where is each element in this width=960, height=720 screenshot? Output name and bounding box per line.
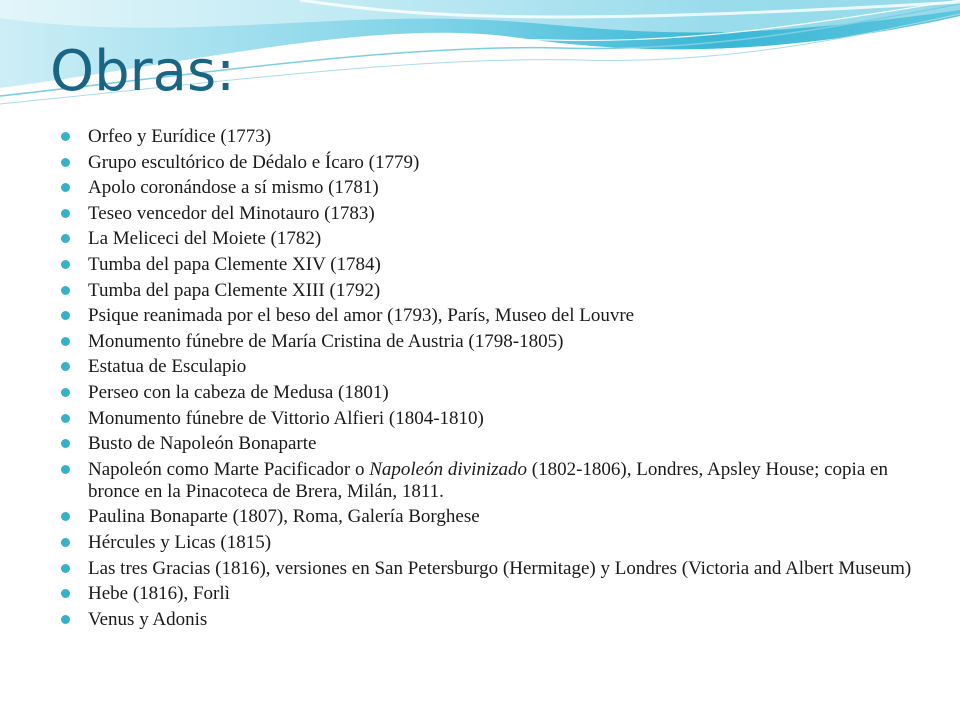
- bullet-dot-icon: [61, 158, 70, 167]
- bullet-dot-icon: [61, 589, 70, 598]
- list-item: [60, 433, 920, 455]
- bullet-dot-icon: [61, 337, 70, 346]
- list-item-text: Psique reanimada por el beso del amor (1793), París, Museo del Louvre: [88, 305, 635, 327]
- list-item: [60, 254, 920, 276]
- list-item-text: Tumba del papa Clemente XIII (1792): [88, 279, 381, 301]
- list-item: [60, 558, 920, 580]
- list-item: [60, 506, 920, 528]
- list-item-text: Paulina Bonaparte (1807), Roma, Galería Borghese: [88, 506, 480, 528]
- list-item-text: Grupo escultórico de Dédalo e Ícaro (1779): [88, 151, 420, 173]
- list-item: [60, 356, 920, 378]
- list-item-text: Tumba del papa Clemente XIV (1784): [88, 253, 381, 275]
- bullet-dot-icon: [61, 564, 70, 573]
- list-item: [60, 532, 920, 554]
- bullet-dot-icon: [61, 311, 70, 320]
- list-item: [60, 280, 920, 302]
- list-item: [60, 126, 920, 148]
- list-item: [60, 609, 920, 631]
- list-item: [60, 382, 920, 404]
- list-item: [60, 459, 920, 503]
- bullet-dot-icon: [61, 183, 70, 192]
- list-item: [60, 228, 920, 250]
- list-item: [60, 305, 920, 327]
- list-item-text: Busto de Napoleón Bonaparte: [88, 433, 317, 455]
- list-item-text: Hebe (1816), Forlì: [88, 583, 230, 605]
- list-item-text: Perseo con la cabeza de Medusa (1801): [88, 381, 389, 403]
- list-item: [60, 583, 920, 605]
- bullet-dot-icon: [61, 465, 70, 474]
- bullet-dot-icon: [61, 362, 70, 371]
- list-item-text: Monumento fúnebre de María Cristina de Austria (1798-1805): [88, 330, 564, 352]
- bullet-dot-icon: [61, 209, 70, 218]
- bullet-dot-icon: [61, 260, 70, 269]
- list-item-text: Apolo coronándose a sí mismo (1781): [88, 177, 379, 199]
- list-item-text: Orfeo y Eurídice (1773): [88, 126, 272, 147]
- bullet-dot-icon: [61, 234, 70, 243]
- bullet-dot-icon: [61, 538, 70, 547]
- list-item-text: Monumento fúnebre de Vittorio Alfieri (1804-1810): [88, 407, 484, 429]
- list-item-text-before: Napoleón como Marte Pacificador o: [88, 458, 370, 480]
- list-item-text-after: (1802-1806), Londres, Apsley House; copia en bronce en la Pinacoteca de Brera, Milán, 1811.: [88, 458, 888, 502]
- bullet-dot-icon: [61, 132, 70, 141]
- bullet-dot-icon: [61, 512, 70, 521]
- list-item: [60, 203, 920, 225]
- list-item: [60, 331, 920, 353]
- works-list: [60, 126, 920, 634]
- bullet-dot-icon: [61, 414, 70, 423]
- bullet-dot-icon: [61, 286, 70, 295]
- list-item-italic-title: Napoleón divinizado: [369, 458, 528, 480]
- list-item: [60, 408, 920, 430]
- bullet-dot-icon: [61, 439, 70, 448]
- list-item-text: Estatua de Esculapio: [88, 356, 247, 378]
- bullet-dot-icon: [61, 388, 70, 397]
- bullet-dot-icon: [61, 615, 70, 624]
- list-item-text: Las tres Gracias (1816), versiones en San Petersburgo (Hermitage) y Londres (Victoria and Albert Museum): [88, 557, 912, 579]
- slide-title: Obras:: [50, 39, 236, 104]
- list-item: [60, 177, 920, 199]
- list-item-text: Teseo vencedor del Minotauro (1783): [88, 202, 375, 224]
- list-item-text: La Meliceci del Moiete (1782): [88, 228, 322, 250]
- list-item-text: Hércules y Licas (1815): [88, 531, 272, 553]
- list-item-text: Venus y Adonis: [88, 608, 208, 630]
- list-item: [60, 152, 920, 174]
